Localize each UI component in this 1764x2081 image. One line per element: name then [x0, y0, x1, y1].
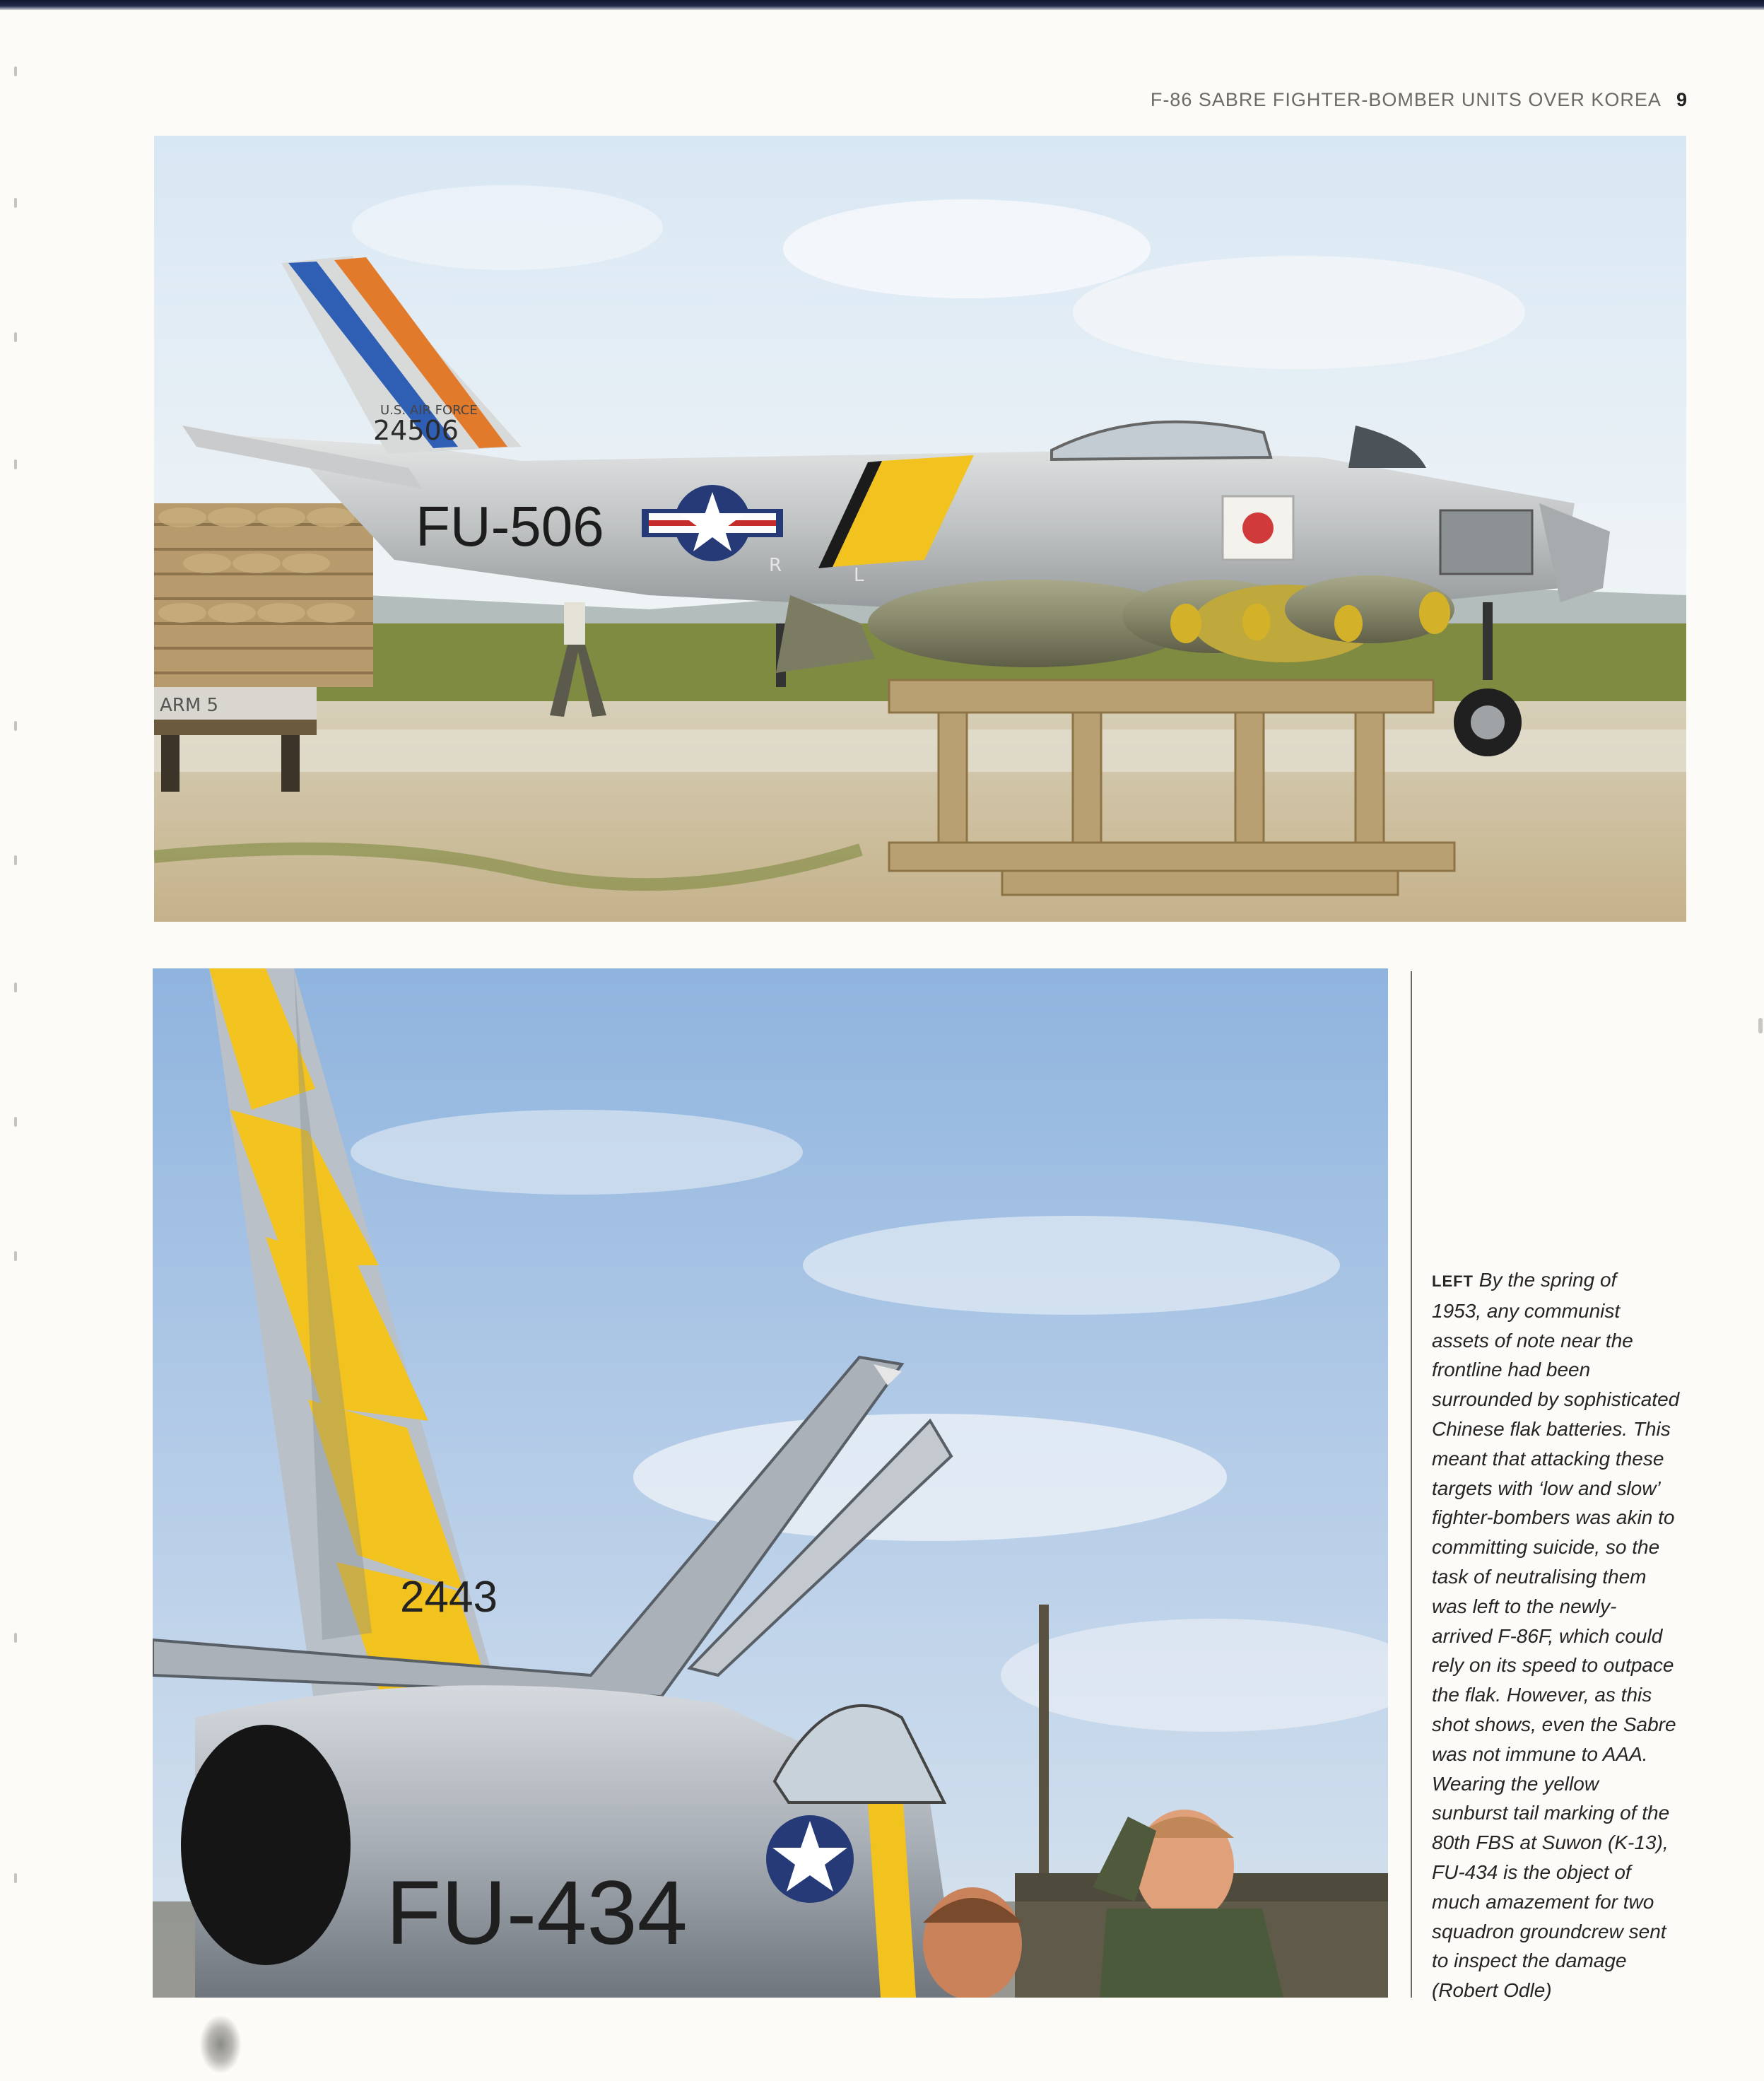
caption-divider: [1411, 971, 1412, 1998]
fuselage-letter-r: R: [769, 555, 782, 576]
photo-bottom-illustration: [153, 968, 1388, 1998]
arm-sign-text: ARM 5: [160, 695, 219, 716]
running-head: [1151, 89, 1688, 111]
running-head-title: F-86 SABRE FIGHTER-BOMBER UNITS OVER KOREA: [1150, 89, 1661, 110]
jet-exhaust: [181, 1725, 351, 1965]
pole: [1039, 1605, 1049, 1901]
f86-fu-434: [181, 1685, 958, 1998]
tail-serial-text: 24506: [373, 415, 459, 446]
tail-serial-2443: 2443: [400, 1573, 498, 1622]
page-smudge: [199, 2015, 242, 2074]
groundcrew-left: [923, 1887, 1022, 1998]
binding-marks: [14, 64, 23, 1972]
photo-caption: [1432, 1265, 1693, 2005]
page-top-edge: [0, 0, 1764, 10]
photo-fu-506-bombs: [154, 136, 1686, 922]
caption-text: By the spring of 1953, any communist assets of note near the frontline had been surrounded by sophisticated Chinese flak batteries. This meant that attacking these targets with ‘low and slow’ fighter-bombers was akin to committing suicide, so the task of neutralising them was left to the newly- arrived F-86F, which could rely on its speed to outpace the flak. However, as this shot shows, even the Sabre was not immune to AAA. Wearing the yellow sunburst tail marking of the 80th FBS at Suwon (K-13), FU-434 is the object of much amazement for two squadron groundcrew sent to inspect the damage (Robert Odle): [1432, 1269, 1680, 2002]
caption-tag: LEFT: [1432, 1272, 1474, 1290]
photo-fu-434-damage: [153, 968, 1388, 1998]
edge-mark: [1758, 1018, 1763, 1033]
sandbag-wall: [154, 503, 373, 687]
fuselage-letter-l: L: [854, 565, 864, 586]
tail-usaf-text: U.S. AIR FORCE: [380, 403, 478, 418]
buzz-number-fu-506: FU-506: [416, 495, 604, 558]
page-number: 9: [1676, 89, 1688, 110]
buzz-number-fu-434: FU-434: [386, 1863, 688, 1964]
photo-top-illustration: [154, 136, 1686, 922]
